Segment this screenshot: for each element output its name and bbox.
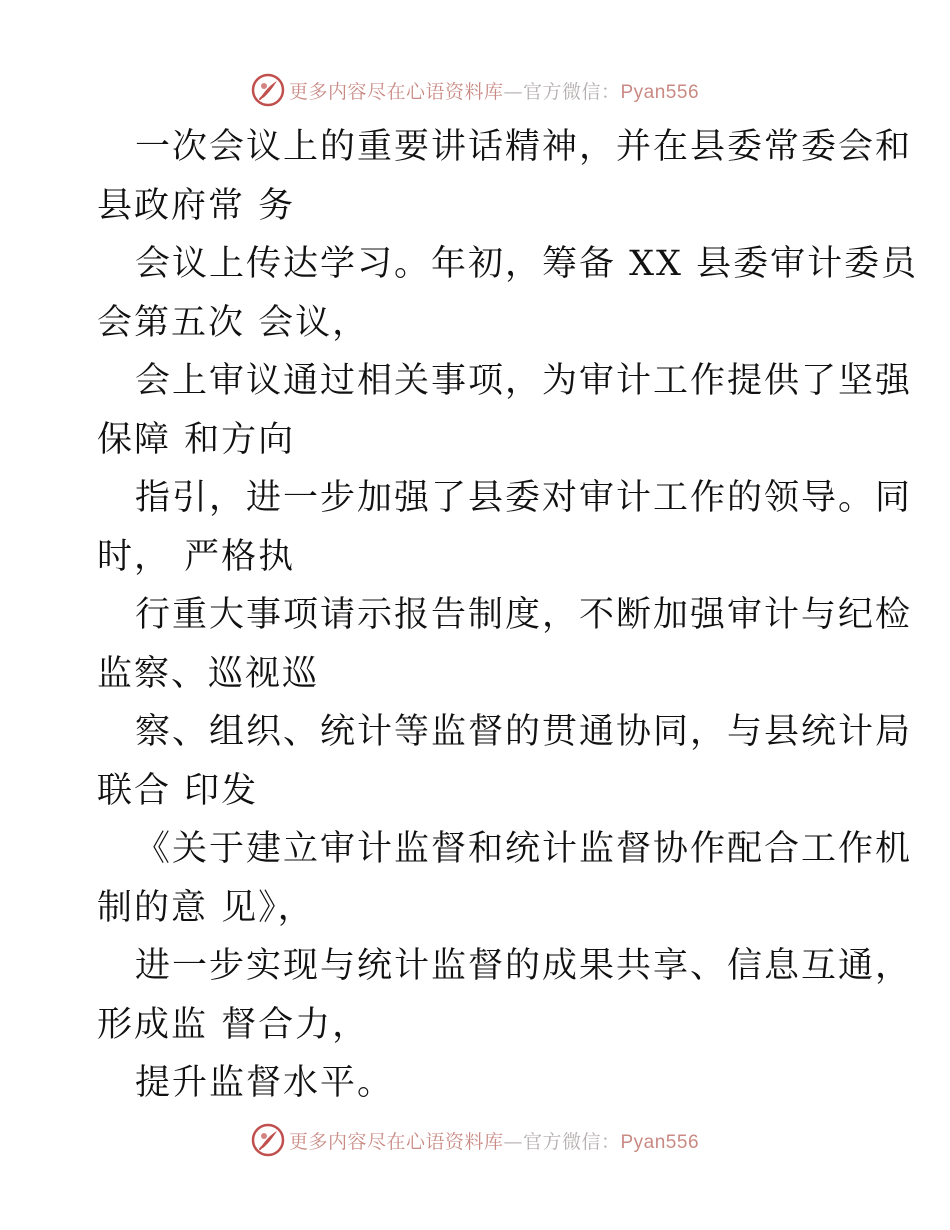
quill-logo-icon <box>251 73 285 107</box>
document-body <box>97 118 919 1113</box>
text-line: 会第五次 会议， <box>97 302 370 343</box>
text-line: 《关于建立审计监督和统计监督协作配合工作机 <box>135 829 913 869</box>
text-line: 制的意 见》， <box>97 887 315 928</box>
text-line: 一次会议上的重要讲话精神，并在县委常委会和 <box>135 127 913 167</box>
watermark-separator: — <box>503 1130 523 1153</box>
watermark-text <box>289 77 699 104</box>
text-line: 提升监督水平。 <box>135 1063 395 1103</box>
watermark-separator: — <box>503 80 523 103</box>
footer-watermark <box>0 1120 950 1160</box>
text-line: 县政府常 务 <box>97 185 296 226</box>
watermark-brand: 更多内容尽在心语资料库 <box>288 1130 504 1153</box>
watermark-brand: 更多内容尽在心语资料库 <box>288 80 504 103</box>
watermark-contact-label: 官方微信： <box>522 80 621 103</box>
text-line: 时， 严格执 <box>97 536 296 577</box>
watermark-contact-id: Pyan556 <box>620 1131 700 1153</box>
text-line: 形成监 督合力， <box>97 1004 370 1045</box>
text-line: 行重大事项请示报告制度，不断加强审计与纪检 <box>135 595 913 635</box>
watermark-text <box>289 1127 699 1154</box>
text-line: 指引，进一步加强了县委对审计工作的领导。同 <box>135 478 913 518</box>
watermark-contact-id: Pyan556 <box>620 81 700 103</box>
text-line: 联合 印发 <box>97 770 259 811</box>
text-line: 进一步实现与统计监督的成果共享、信息互通， <box>135 946 913 986</box>
header-watermark <box>0 70 950 110</box>
text-line: 会议上传达学习。年初，筹备 XX 县委审计委员 <box>135 244 919 284</box>
text-line: 会上审议通过相关事项，为审计工作提供了坚强 <box>135 361 913 401</box>
text-line: 察、组织、统计等监督的贯通协同，与县统计局 <box>135 712 913 752</box>
quill-logo-icon <box>251 1123 285 1157</box>
watermark-contact-label: 官方微信： <box>522 1130 621 1153</box>
text-line: 保障 和方向 <box>97 419 296 460</box>
text-line: 监察、巡视巡 <box>97 653 320 694</box>
